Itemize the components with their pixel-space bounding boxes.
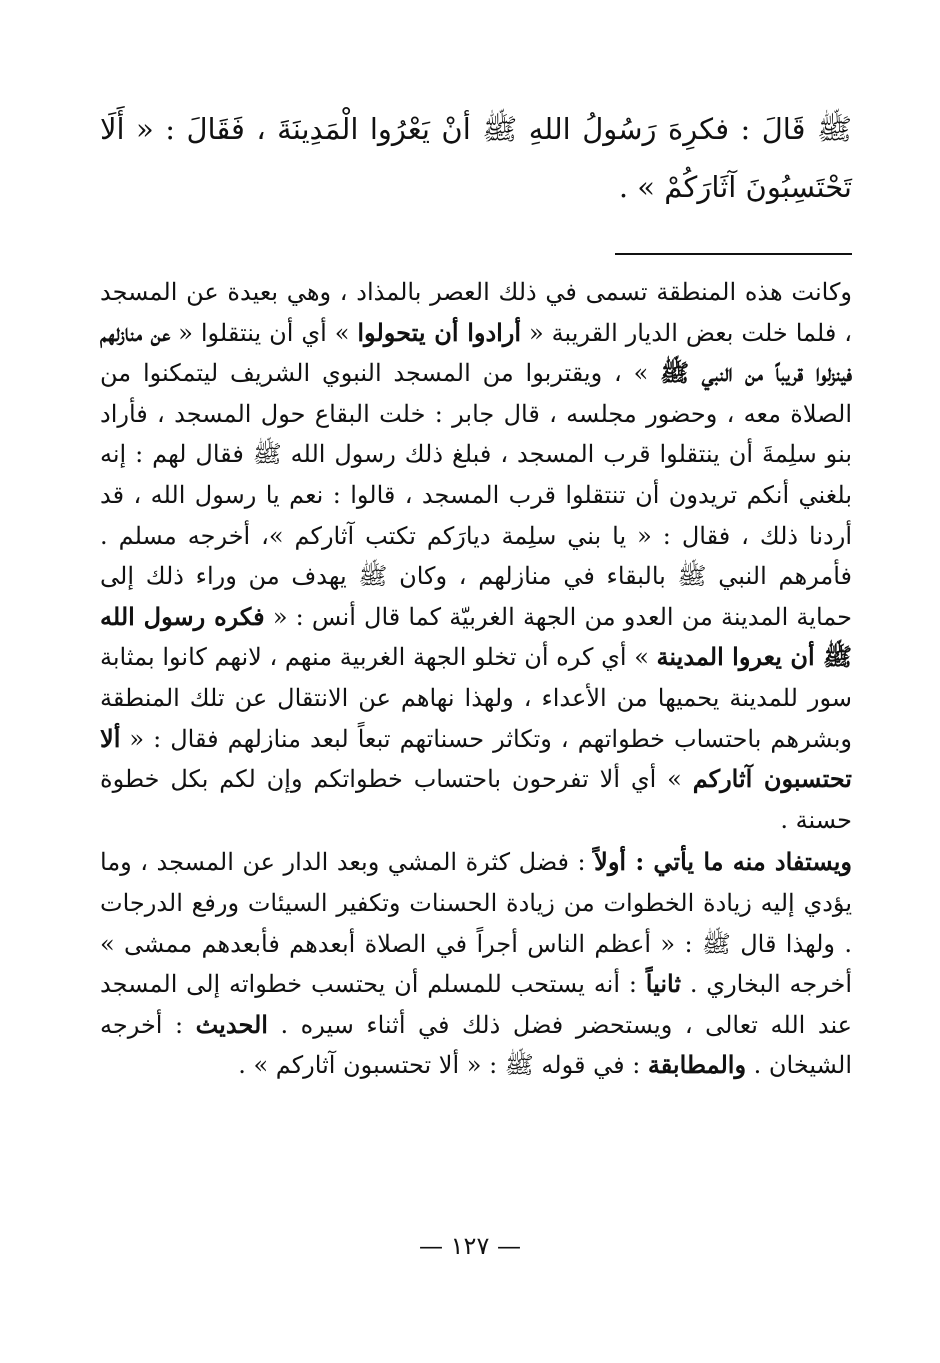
commentary-paragraph-2: [100, 842, 852, 1086]
text-segment: » أي كره أن تخلو الجهة الغربية منهم ، لانهم كانوا بمثابة سور للمدينة يحميها من الأعداء ، ولهذا نهاهم عن الانتقال عن تلك المنطقة وبشرهم باحتساب خطواتهم ، وتكاثر حسناتهم تبعاً لبعد منازلهم فقال : «: [100, 643, 852, 753]
hadith-text: [100, 100, 852, 216]
bold-heading: والمطابقة: [647, 1050, 747, 1080]
text-segment: » ، ويقتربوا من المسجد النبوي الشريف ليتمكنوا من الصلاة معه ، وحضور مجلسه ، قال جابر : خلت البقاع حول المسجد ، فأراد بنو سلِمةَ أن ينتقلوا قرب المسجد ، فبلغ ذلك رسول الله ﷺ فقال لهم : إنه بلغني أنكم تريدون أن تنتقلوا قرب المسجد ، قالوا : نعم يا رسول الله ، قد أردنا ذلك ، فقال : « يا بني سلِمة ديارَكم تكتب آثاركم »، أخرجه مسلم . فأمرهم النبي ﷺ بالبقاء في منازلهم ، وكان ﷺ يهدف من وراء ذلك إلى حماية المدينة من العدو من الجهة الغربيّة كما قال أنس : «: [100, 359, 853, 631]
text-segment: » أي ألا تفرحون باحتساب خطواتكم وإن لكم بكل خطوة حسنة .: [100, 765, 852, 834]
page-number: — ١٢٧ —: [419, 1232, 521, 1260]
hadith-paragraph: ﷺ قَالَ : فكرِهَ رَسُولُ اللهِ ﷺ أنْ يَعْرُوا الْمَدِينَةَ ، فَقَالَ : « أَلَا تَحْتَسِبُونَ آثَارَكُمْ » .: [100, 112, 852, 204]
bold-quote: فكره رسول الله ﷺ أن يعروا المدينة: [100, 601, 852, 672]
bold-quote: ألا تحتسبون آثاركم: [100, 723, 852, 794]
bold-quote: أرادوا أن يتحولوا: [357, 317, 522, 347]
footnote-divider: [615, 253, 852, 255]
text-segment: : أخرجه الشيخان .: [100, 1010, 852, 1080]
bold-heading: ويستفاد منه ما يأتي : أولاً: [594, 847, 852, 877]
text-segment: : في قوله ﷺ : « ألا تحتسبون آثاركم » .: [238, 1051, 648, 1080]
commentary-paragraph-1: [100, 272, 852, 840]
commentary-text: [100, 272, 852, 1086]
bold-quote: عن منازلهم فينزلوا قريباً من النبي ﷺ: [100, 317, 852, 388]
bold-heading: ثانياً: [645, 969, 682, 999]
text-segment: وكانت هذه المنطقة تسمى في ذلك العصر بالمذاد ، وهي بعيدة عن المسجد ، فلما خلت بعض الديار القريبة «: [100, 278, 852, 347]
text-segment: : أنه يستحب للمسلم أن يحتسب خطواته إلى المسجد عند الله تعالى ، ويستحضر فضل ذلك في أثناء سيره .: [100, 970, 853, 1039]
text-segment: : فضل كثرة المشي وبعد الدار عن المسجد ، وما يؤدي إليه زيادة الخطوات من زيادة الحسنات وتكفير السيئات ورفع الدرجات . ولهذا قال ﷺ : « أعظم الناس أجراً في الصلاة أبعدهم فأبعدهم ممشى » أخرجه البخاري .: [100, 848, 853, 999]
text-segment: » أي أن ينتقلوا «: [170, 318, 358, 347]
bold-heading: الحديث: [195, 1009, 268, 1039]
